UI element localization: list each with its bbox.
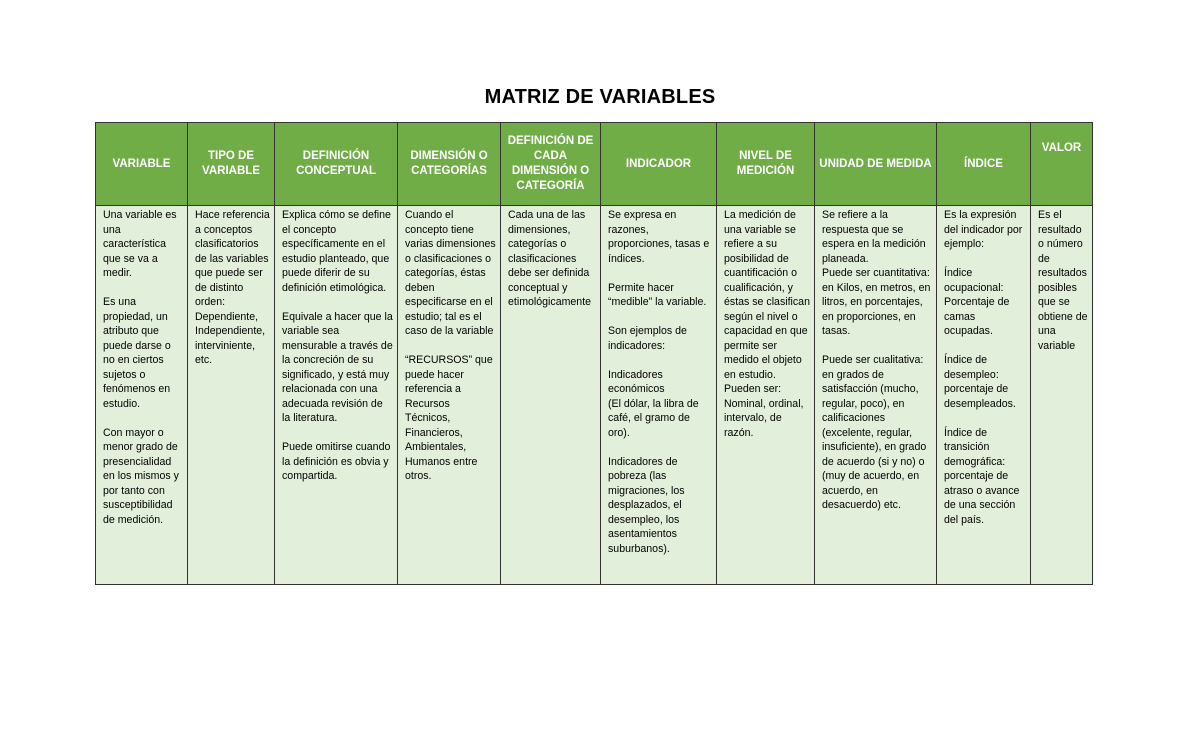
cell-dimension-o-categorias: Cuando el concepto tiene varias dimensiones o clasificaciones o categorías, éstas deben especificarse en el estudio; tal es el caso de la variable “RECURSOS” que puede hacer referencia a Recursos Técnicos, Financieros, Ambientales, Humanos entre otros.	[398, 206, 501, 585]
cell-variable: Una variable es una característica que se va a medir. Es una propiedad, un atributo que puede darse o no en ciertos sujetos o fenómenos en estudio. Con mayor o menor grado de presencialidad en los mismos y por tanto con susceptibilidad de medición.	[96, 206, 188, 585]
header-dimension-o-categorias: DIMENSIÓN O CATEGORÍAS	[398, 123, 501, 206]
header-definicion-conceptual: DEFINICIÓN CONCEPTUAL	[275, 123, 398, 206]
table-row	[96, 206, 1093, 585]
page-title: MATRIZ DE VARIABLES	[484, 86, 716, 108]
cell-definicion-de-cada-dimension: Cada una de las dimensiones, categorías o clasificaciones debe ser definida conceptual y etimológicamente	[501, 206, 601, 585]
header-indicador: INDICADOR	[601, 123, 717, 206]
cell-unidad-de-medida: Se refiere a la respuesta que se espera en la medición planeada. Puede ser cuantitativa: en Kilos, en metros, en litros, en porcentajes, en proporciones, en tasas. Puede ser cualitativa: en grados de satisfacción (mucho, regular, poco), en calificaciones (excelente, regular, insuficiente), en grado de acuerdo (si y no) o (muy de acuerdo, en acuerdo, en desacuerdo) etc.	[815, 206, 937, 585]
cell-nivel-de-medicion: La medición de una variable se refiere a su posibilidad de cuantificación o cualificación, y éstas se clasifican según el nivel o capacidad en que permite ser medido el objeto en estudio. Pueden ser: Nominal, ordinal, intervalo, de razón.	[717, 206, 815, 585]
variables-matrix-table	[95, 122, 1093, 585]
header-indice: ÍNDICE	[937, 123, 1031, 206]
cell-definicion-conceptual: Explica cómo se define el concepto específicamente en el estudio planteado, que puede diferir de su definición etimológica. Equivale a hacer que la variable sea mensurable a través de la concreción de su significado, y está muy relacionada con una adecuada revisión de la literatura. Puede omitirse cuando la definición es obvia y compartida.	[275, 206, 398, 585]
cell-indicador: Se expresa en razones, proporciones, tasas e índices. Permite hacer “medible” la variable. Son ejemplos de indicadores: Indicadores económicos (El dólar, la libra de café, el gramo de oro). Indicadores de pobreza (las migraciones, los desplazados, el desempleo, los asentamientos suburbanos).	[601, 206, 717, 585]
header-tipo-de-variable: TIPO DE VARIABLE	[188, 123, 275, 206]
header-definicion-de-cada-dimension: DEFINICIÓN DE CADA DIMENSIÓN O CATEGORÍA	[501, 123, 601, 206]
cell-indice: Es la expresión del indicador por ejemplo: Índice ocupacional: Porcentaje de camas ocupadas. Índice de desempleo: porcentaje de desempleados. Índice de transición demográfica: porcentaje de atraso o avance de una sección del país.	[937, 206, 1031, 585]
header-variable: VARIABLE	[96, 123, 188, 206]
header-valor: VALOR	[1031, 123, 1093, 206]
header-unidad-de-medida: UNIDAD DE MEDIDA	[815, 123, 937, 206]
table-header-row	[96, 123, 1093, 206]
cell-tipo-de-variable: Hace referencia a conceptos clasificatorios de las variables que puede ser de distinto orden: Dependiente, Independiente, interviniente, etc.	[188, 206, 275, 585]
header-nivel-de-medicion: NIVEL DE MEDICIÓN	[717, 123, 815, 206]
cell-valor: Es el resultado o número de resultados posibles que se obtiene de una variable	[1031, 206, 1093, 585]
